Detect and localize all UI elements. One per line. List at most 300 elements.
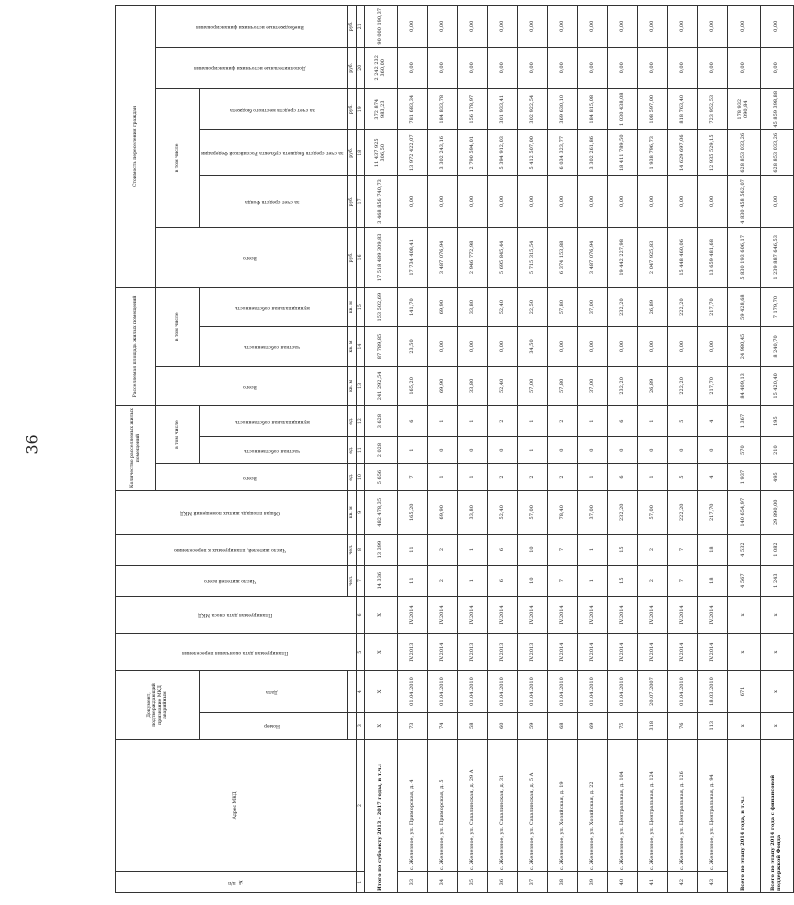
cell: 1 xyxy=(638,464,668,491)
cell: 184 815,08 xyxy=(578,89,608,130)
header-area-incl: в том числе xyxy=(156,287,200,366)
cell: 6 xyxy=(488,565,518,596)
cell: 0,00 xyxy=(638,327,668,366)
cell: 0,00 xyxy=(761,47,794,88)
header-extra: Дополнительные источники финансирования xyxy=(194,65,307,71)
cell: 0 xyxy=(638,437,668,464)
unit: ед. xyxy=(347,437,356,464)
col-number: 9 xyxy=(356,491,364,535)
cell: 495 xyxy=(761,464,794,491)
cell: 7 xyxy=(668,534,698,565)
header-count-rooms: Количество расселяемых жилых помещений xyxy=(116,406,156,491)
cell: 36 xyxy=(488,872,518,893)
cell: 2 xyxy=(428,534,458,565)
cell: IV.2014 xyxy=(668,596,698,633)
cell: 34,50 xyxy=(518,327,548,366)
header-count-municipal: муниципальная собственность xyxy=(234,418,310,424)
table-row xyxy=(488,6,518,893)
header-cost-total: Всего xyxy=(243,255,258,261)
cell: 37,00 xyxy=(578,287,608,326)
cell: 69,90 xyxy=(428,491,458,535)
cell: 0 xyxy=(578,437,608,464)
cell: 318 xyxy=(638,712,668,739)
cell: 57,80 xyxy=(548,287,578,326)
header-area-private: частная собственность xyxy=(244,344,301,350)
cell: 1 938 796,73 xyxy=(638,130,668,176)
cell: 01.04.2010 xyxy=(608,671,638,712)
cell: 90 000 190,37 xyxy=(365,6,398,48)
unit: кв. м xyxy=(347,491,356,535)
address-cell: с. Железное, ул. Хозяйская, д. 22 xyxy=(578,739,608,872)
cell: 1 239 887 646,53 xyxy=(761,227,794,287)
subject-total-row xyxy=(365,6,398,893)
cell: 1 367 xyxy=(728,406,761,437)
stage-fund-total-label: Всего по этапу 2014 года с финансовой поддержкой Фонда xyxy=(761,739,794,892)
cell: 18 411 789,50 xyxy=(608,130,638,176)
cell: 0,00 xyxy=(578,47,608,88)
cell: 0,00 xyxy=(638,47,668,88)
cell: 13 659 481,68 xyxy=(698,227,728,287)
cell: IV.2013 xyxy=(518,633,548,670)
cell: 1 xyxy=(428,406,458,437)
cell: 1 xyxy=(458,565,488,596)
cell: 33 xyxy=(398,872,428,893)
unit xyxy=(347,712,356,739)
cell: 23,50 xyxy=(398,327,428,366)
cell: 42 xyxy=(668,872,698,893)
cell: X xyxy=(365,633,398,670)
cell: 7 xyxy=(548,534,578,565)
address-cell: с. Железное, ул. Центральная, д. 94 xyxy=(698,739,728,872)
col-number: 19 xyxy=(356,89,364,130)
cell: 217,70 xyxy=(698,287,728,326)
cell: X xyxy=(365,712,398,739)
cell: 1 030 438,08 xyxy=(608,89,638,130)
column-numbers-row xyxy=(356,6,364,893)
cell: 33,80 xyxy=(458,366,488,405)
cell: 18 xyxy=(698,534,728,565)
cell: 38 xyxy=(548,872,578,893)
cell: 6 xyxy=(488,534,518,565)
cell: 35 xyxy=(458,872,488,893)
cell: 6 034 323,77 xyxy=(548,130,578,176)
cell: 2 790 594,01 xyxy=(458,130,488,176)
cell: 74 xyxy=(428,712,458,739)
cell: 113 xyxy=(698,712,728,739)
cell: 7 xyxy=(668,565,698,596)
unit: руб. xyxy=(347,130,356,176)
col-number: 4 xyxy=(356,671,364,712)
cell: 0,00 xyxy=(548,47,578,88)
cell: 217,70 xyxy=(698,366,728,405)
unit: чел. xyxy=(347,565,356,596)
cell: 0,00 xyxy=(488,176,518,228)
cell: IV.2014 xyxy=(548,596,578,633)
cell: 0,00 xyxy=(398,176,428,228)
cell: 24 980,45 xyxy=(728,327,761,366)
cell: 20.07.2007 xyxy=(638,671,668,712)
cell: 17 518 489 309,83 xyxy=(365,227,398,287)
cell: 156 178,97 xyxy=(458,89,488,130)
col-number: 1 xyxy=(356,872,364,893)
cell: 14 336 xyxy=(365,565,398,596)
cell: 6 374 153,88 xyxy=(548,227,578,287)
cell: x xyxy=(761,596,794,633)
cell: 7 xyxy=(398,464,428,491)
cell: 57,00 xyxy=(518,491,548,535)
cell: 7 xyxy=(548,565,578,596)
header-address: Адрес МКД xyxy=(116,739,357,872)
cell: X xyxy=(365,596,398,633)
cell: 0,00 xyxy=(761,6,794,48)
col-number: 3 xyxy=(356,712,364,739)
cell: 01.04.2010 xyxy=(548,671,578,712)
cell: 17 734 408,41 xyxy=(398,227,428,287)
cell: 37 xyxy=(518,872,548,893)
cell: 60 xyxy=(488,712,518,739)
cell: 5 xyxy=(668,406,698,437)
cell: 1 xyxy=(398,437,428,464)
cell: IV.2014 xyxy=(488,596,518,633)
cell: IV.2013 xyxy=(458,633,488,670)
header-count-incl: в том числе xyxy=(156,406,200,464)
cell: 372 874 983,23 xyxy=(365,89,398,130)
col-number: 6 xyxy=(356,596,364,633)
cell: 0,00 xyxy=(488,327,518,366)
cell: 1 xyxy=(458,534,488,565)
unit: руб. xyxy=(347,89,356,130)
cell: 37,00 xyxy=(578,366,608,405)
header-doc: Документ, подтверждающий признание МКД аварийным xyxy=(116,671,200,739)
cell: 2 xyxy=(548,464,578,491)
header-local: за счет средств местного бюджета xyxy=(229,106,315,112)
unit: руб. xyxy=(347,6,356,48)
cell: IV.2014 xyxy=(698,633,728,670)
cell: 210 xyxy=(761,437,794,464)
address-cell: с. Железное, ул. Центральная, д. 126 xyxy=(668,739,698,872)
cell: 570 xyxy=(728,437,761,464)
header-row-1 xyxy=(116,6,156,893)
cell: 0,00 xyxy=(518,47,548,88)
cell: 0,00 xyxy=(638,6,668,48)
cell: 01.04.2010 xyxy=(458,671,488,712)
header-area-rooms: Расселяемая площадь жилых помещений xyxy=(116,287,156,405)
cell: 15 xyxy=(608,534,638,565)
col-number: 5 xyxy=(356,633,364,670)
address-cell: с. Железное, ул. Сахалинская, д. 5 А xyxy=(518,739,548,872)
address-cell: с. Железное, ул. Хозяйская, д. 19 xyxy=(548,739,578,872)
cell: 302 922,54 xyxy=(518,89,548,130)
table-row xyxy=(548,6,578,893)
cell: 6 xyxy=(608,464,638,491)
unit: кв. м xyxy=(347,327,356,366)
cell: 4 xyxy=(698,406,728,437)
table-row xyxy=(518,6,548,893)
cell: 01.04.2010 xyxy=(668,671,698,712)
table-row xyxy=(698,6,728,893)
cell: 84 409,13 xyxy=(728,366,761,405)
cell: 13 399 xyxy=(365,534,398,565)
cell: 0,00 xyxy=(458,6,488,48)
cell: 0,00 xyxy=(518,176,548,228)
cell: 58 xyxy=(458,712,488,739)
cell: 0,00 xyxy=(428,6,458,48)
page-number: 36 xyxy=(22,434,42,455)
cell: 22,50 xyxy=(518,287,548,326)
cell: 0,00 xyxy=(698,176,728,228)
cell: 222,20 xyxy=(668,491,698,535)
cell: x xyxy=(728,633,761,670)
cell: IV.2014 xyxy=(578,596,608,633)
cell: IV.2014 xyxy=(638,633,668,670)
cell: 0 xyxy=(698,437,728,464)
cell: X xyxy=(365,671,398,712)
cell: 0,00 xyxy=(608,6,638,48)
cell: 0,00 xyxy=(398,47,428,88)
cell: 2 946 772,98 xyxy=(458,227,488,287)
cell: x xyxy=(728,596,761,633)
cell: 0,00 xyxy=(608,327,638,366)
cell: 1 xyxy=(458,464,488,491)
cell: IV.2014 xyxy=(608,633,638,670)
cell: 1 xyxy=(518,437,548,464)
stage-total-row xyxy=(728,6,761,893)
cell: 0,00 xyxy=(458,327,488,366)
cell: 69,90 xyxy=(428,287,458,326)
cell: IV.2013 xyxy=(488,633,518,670)
address-cell: с. Железное, ул. Центральная, д. 124 xyxy=(638,739,668,872)
cell: 3 302 261,86 xyxy=(578,130,608,176)
cell: 184 833,78 xyxy=(428,89,458,130)
col-number: 2 xyxy=(356,739,364,872)
cell: IV.2014 xyxy=(578,633,608,670)
cell: IV.2014 xyxy=(428,596,458,633)
cell: 33,80 xyxy=(458,287,488,326)
cell: 0 xyxy=(548,437,578,464)
rotated-page xyxy=(40,0,783,905)
cell: 3 628 xyxy=(365,406,398,437)
cell: 0 xyxy=(458,437,488,464)
header-no: № п/п xyxy=(227,879,242,885)
cell: 5 412 507,00 xyxy=(518,130,548,176)
cell: 301 933,41 xyxy=(488,89,518,130)
cell: IV.2014 xyxy=(458,596,488,633)
header-area-total: Всего xyxy=(243,383,258,389)
table-row xyxy=(578,6,608,893)
unit: кв. м xyxy=(347,287,356,326)
cell: 1 xyxy=(578,534,608,565)
unit: ед. xyxy=(347,406,356,437)
cell: 0,00 xyxy=(608,176,638,228)
cell: 781 683,34 xyxy=(398,89,428,130)
cell: 1 xyxy=(458,406,488,437)
table-row xyxy=(608,6,638,893)
cell: 0,00 xyxy=(428,327,458,366)
cell: 5 394 912,03 xyxy=(488,130,518,176)
cell: 3 487 076,94 xyxy=(578,227,608,287)
cell: 12 935 529,15 xyxy=(698,130,728,176)
cell: x xyxy=(728,712,761,739)
cell: 241 292,54 xyxy=(365,366,398,405)
cell: IV.2014 xyxy=(398,596,428,633)
col-number: 21 xyxy=(356,6,364,48)
header-cost: Стоимость переселения граждан xyxy=(116,6,156,288)
cell: 10 xyxy=(518,565,548,596)
table-row xyxy=(668,6,698,893)
cell: 87 789,85 xyxy=(365,327,398,366)
col-number: 18 xyxy=(356,130,364,176)
header-region: за счет средств бюджета субъекта Российской Федерации xyxy=(201,150,344,156)
table-row xyxy=(638,6,668,893)
cell: 1 xyxy=(638,406,668,437)
cell: 37,00 xyxy=(578,491,608,535)
cell: 2 xyxy=(548,406,578,437)
table-row xyxy=(398,6,428,893)
cell: 2 xyxy=(638,534,668,565)
col-number: 15 xyxy=(356,287,364,326)
cell: 43 xyxy=(698,872,728,893)
cell: 0,00 xyxy=(698,6,728,48)
stage-fund-total-row xyxy=(761,6,794,893)
cell: 222,20 xyxy=(668,366,698,405)
header-extra2: Внебюджетные источники финансирования xyxy=(196,23,305,29)
cell: IV.2014 xyxy=(638,596,668,633)
col-number: 17 xyxy=(356,176,364,228)
cell: 40 xyxy=(608,872,638,893)
col-number: 13 xyxy=(356,366,364,405)
cell: 5 830 193 606,17 xyxy=(728,227,761,287)
cell: 13 972 422,07 xyxy=(398,130,428,176)
cell: 2 028 xyxy=(365,437,398,464)
cell: 195 xyxy=(761,406,794,437)
cell: 2 xyxy=(428,565,458,596)
cell: 57,80 xyxy=(548,366,578,405)
cell: 1 xyxy=(428,464,458,491)
col-number: 10 xyxy=(356,464,364,491)
cell: 0,00 xyxy=(548,327,578,366)
cell: 0,00 xyxy=(428,176,458,228)
cell: 4 532 xyxy=(728,534,761,565)
unit: кв. м xyxy=(347,366,356,405)
col-number: 14 xyxy=(356,327,364,366)
col-number: 20 xyxy=(356,47,364,88)
header-people-planned: Число жителей, планируемых к переселению xyxy=(174,547,287,553)
cell: 26,89 xyxy=(638,287,668,326)
cell: 52,40 xyxy=(488,287,518,326)
cell: 0,00 xyxy=(518,6,548,48)
cell: x xyxy=(761,712,794,739)
cell: 4 xyxy=(698,464,728,491)
col-number: 8 xyxy=(356,534,364,565)
header-people: Число жителей всего xyxy=(204,578,257,584)
cell: 2 xyxy=(488,464,518,491)
cell: IV.2014 xyxy=(608,596,638,633)
col-number: 7 xyxy=(356,565,364,596)
cell: 141,70 xyxy=(398,287,428,326)
cell: IV.2013 xyxy=(398,633,428,670)
unit: руб. xyxy=(347,176,356,228)
cell: 2 xyxy=(488,406,518,437)
cell: 3 302 243,16 xyxy=(428,130,458,176)
cell: 165,20 xyxy=(398,366,428,405)
address-cell: с. Железное, ул. Сахалинская, д. 29 А xyxy=(458,739,488,872)
cell: 671 xyxy=(728,671,761,712)
cell: 01.04.2010 xyxy=(398,671,428,712)
cell: 0 xyxy=(428,437,458,464)
cell: 0,00 xyxy=(668,6,698,48)
cell: IV.2014 xyxy=(698,596,728,633)
cell: 5 695 845,44 xyxy=(488,227,518,287)
cell: 01.04.2010 xyxy=(578,671,608,712)
cell: 369 630,10 xyxy=(548,89,578,130)
cell: 0,00 xyxy=(398,6,428,48)
cell: 5 xyxy=(668,464,698,491)
cell: 2 242 232 360,00 xyxy=(365,47,398,88)
cell: 41 xyxy=(638,872,668,893)
unit xyxy=(347,671,356,712)
cell: 2 xyxy=(518,464,548,491)
cell: 15 420,40 xyxy=(761,366,794,405)
cell: 68 xyxy=(548,712,578,739)
cell: 01.04.2010 xyxy=(428,671,458,712)
cell: 57,00 xyxy=(518,366,548,405)
cell: 5 715 315,54 xyxy=(518,227,548,287)
cell: 0,00 xyxy=(548,176,578,228)
cell: 0,00 xyxy=(668,327,698,366)
cell: 76 xyxy=(668,712,698,739)
col-number: 11 xyxy=(356,437,364,464)
cell: 11 437 925 306,50 xyxy=(365,130,398,176)
table-row xyxy=(458,6,488,893)
cell: 2 047 925,83 xyxy=(638,227,668,287)
cell: x xyxy=(761,671,794,712)
cell: 01.04.2010 xyxy=(518,671,548,712)
cell: 59 428,68 xyxy=(728,287,761,326)
cell: 45 859 398,88 xyxy=(761,89,794,130)
address-cell: с. Железное, ул. Центральная, д. 104 xyxy=(608,739,638,872)
cell: IV.2014 xyxy=(548,633,578,670)
cell: 7 179,70 xyxy=(761,287,794,326)
cell: 0,00 xyxy=(578,176,608,228)
cell: 222,20 xyxy=(668,287,698,326)
cell: 69,90 xyxy=(428,366,458,405)
stage-total-label: Всего по этапу 2014 года, в т.ч.: xyxy=(728,739,761,892)
cell: 14 629 697,06 xyxy=(668,130,698,176)
cell: 11 xyxy=(398,534,428,565)
cell: 10 xyxy=(518,534,548,565)
cell: 5 656 xyxy=(365,464,398,491)
cell: 0,00 xyxy=(488,47,518,88)
header-total-area: Общая площадь жилых помещений МКД xyxy=(180,509,281,515)
cell: 1 xyxy=(578,565,608,596)
unit: руб. xyxy=(347,227,356,287)
cell: 0,00 xyxy=(728,6,761,48)
header-fund: за счет средств Фонда xyxy=(245,199,300,205)
cell: 482 478,35 xyxy=(365,491,398,535)
cell: 0,00 xyxy=(578,327,608,366)
cell: 6 xyxy=(398,406,428,437)
cell: 4 830 458 562,07 xyxy=(728,176,761,228)
subject-total-label: Итого по субъекту 2013 - 2017 годы, в т.ч.: xyxy=(365,739,398,892)
table-row xyxy=(428,6,458,893)
address-cell: с. Железное, ул. Приморская, д. 5 xyxy=(428,739,458,872)
cell: 818 763,40 xyxy=(668,89,698,130)
cell: 6 xyxy=(608,406,638,437)
header-count-private: частная собственность xyxy=(244,447,301,453)
cell: 0,00 xyxy=(638,176,668,228)
cell: 140 654,97 xyxy=(728,491,761,535)
cell: 232,20 xyxy=(608,491,638,535)
